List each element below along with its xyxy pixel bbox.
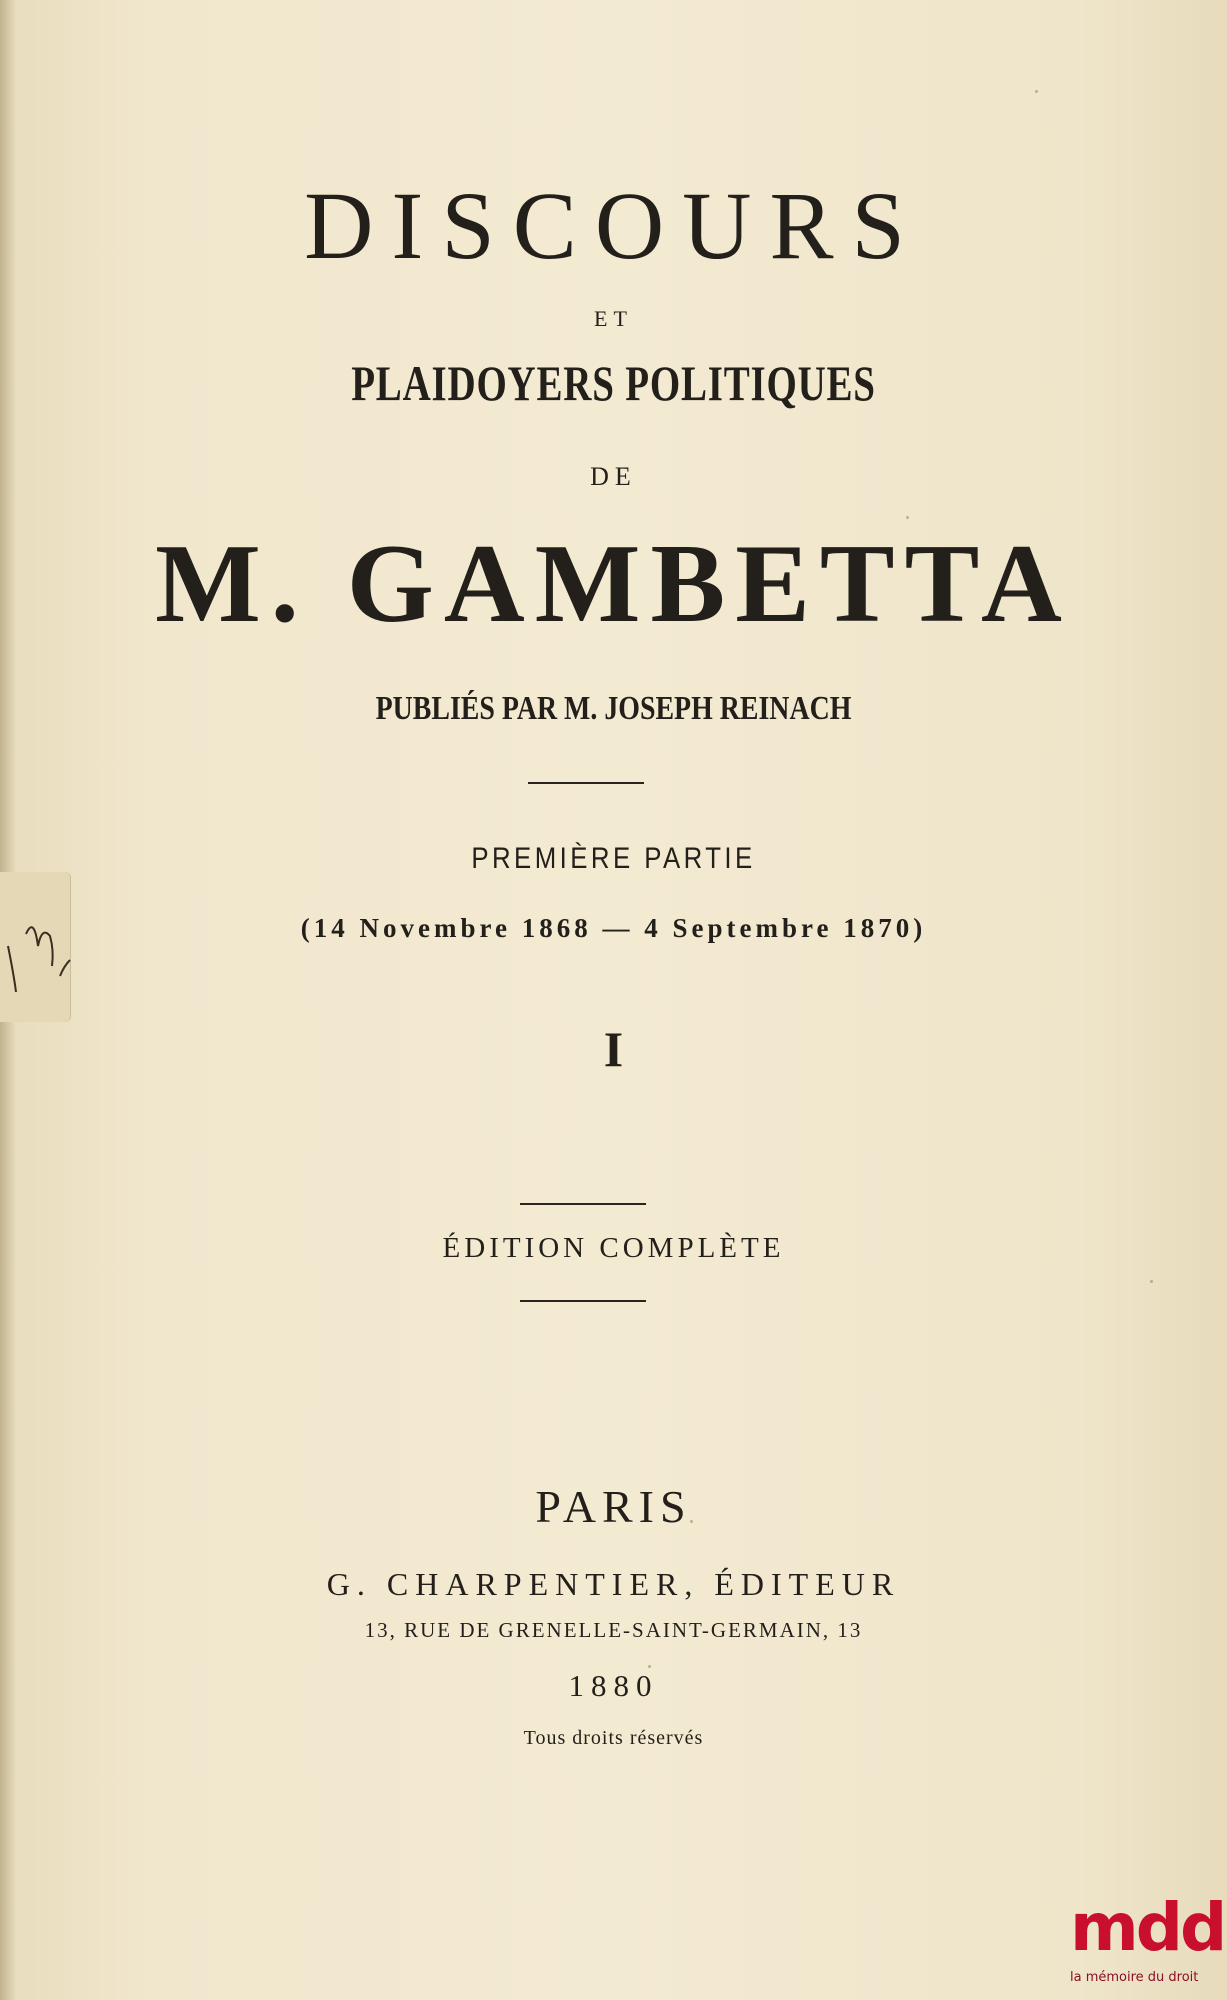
title-plaidoyers-politiques: PLAIDOYERS POLITIQUES: [351, 355, 876, 411]
edition-label: ÉDITION COMPLÈTE: [442, 1232, 785, 1264]
date-range: (14 Novembre 1868 — 4 Septembre 1870): [300, 913, 927, 943]
title-et: ET: [594, 306, 633, 331]
imprint-year: 1880: [568, 1668, 659, 1703]
paper-speck: [906, 516, 909, 519]
mdd-logo: [1060, 1888, 1225, 1998]
paper-speck: [690, 1520, 693, 1523]
title-discours: DISCOURS: [304, 172, 923, 279]
mdd-logo-letters: mdd: [1070, 1889, 1225, 1966]
imprint-publisher: G. CHARPENTIER, ÉDITEUR: [326, 1566, 901, 1602]
volume-number: I: [603, 1021, 624, 1077]
title-de: DE: [590, 462, 637, 491]
editor-line: PUBLIÉS PAR M. JOSEPH REINACH: [375, 690, 852, 727]
divider-rule: [528, 782, 644, 784]
paper-speck: [1150, 1280, 1153, 1283]
divider-rule: [520, 1203, 646, 1205]
author-name: M. GAMBETTA: [155, 522, 1072, 646]
divider-rule: [520, 1300, 646, 1302]
part-heading: PREMIÈRE PARTIE: [471, 842, 756, 875]
rights-notice: Tous droits réservés: [523, 1727, 704, 1749]
paper-speck: [1035, 90, 1038, 93]
imprint-city: PARIS: [535, 1481, 692, 1532]
paper-speck: [648, 1665, 651, 1668]
imprint-address: 13, RUE DE GRENELLE-SAINT-GERMAIN, 13: [364, 1618, 863, 1642]
mdd-logo-caption: la mémoire du droit: [1070, 1970, 1199, 1985]
